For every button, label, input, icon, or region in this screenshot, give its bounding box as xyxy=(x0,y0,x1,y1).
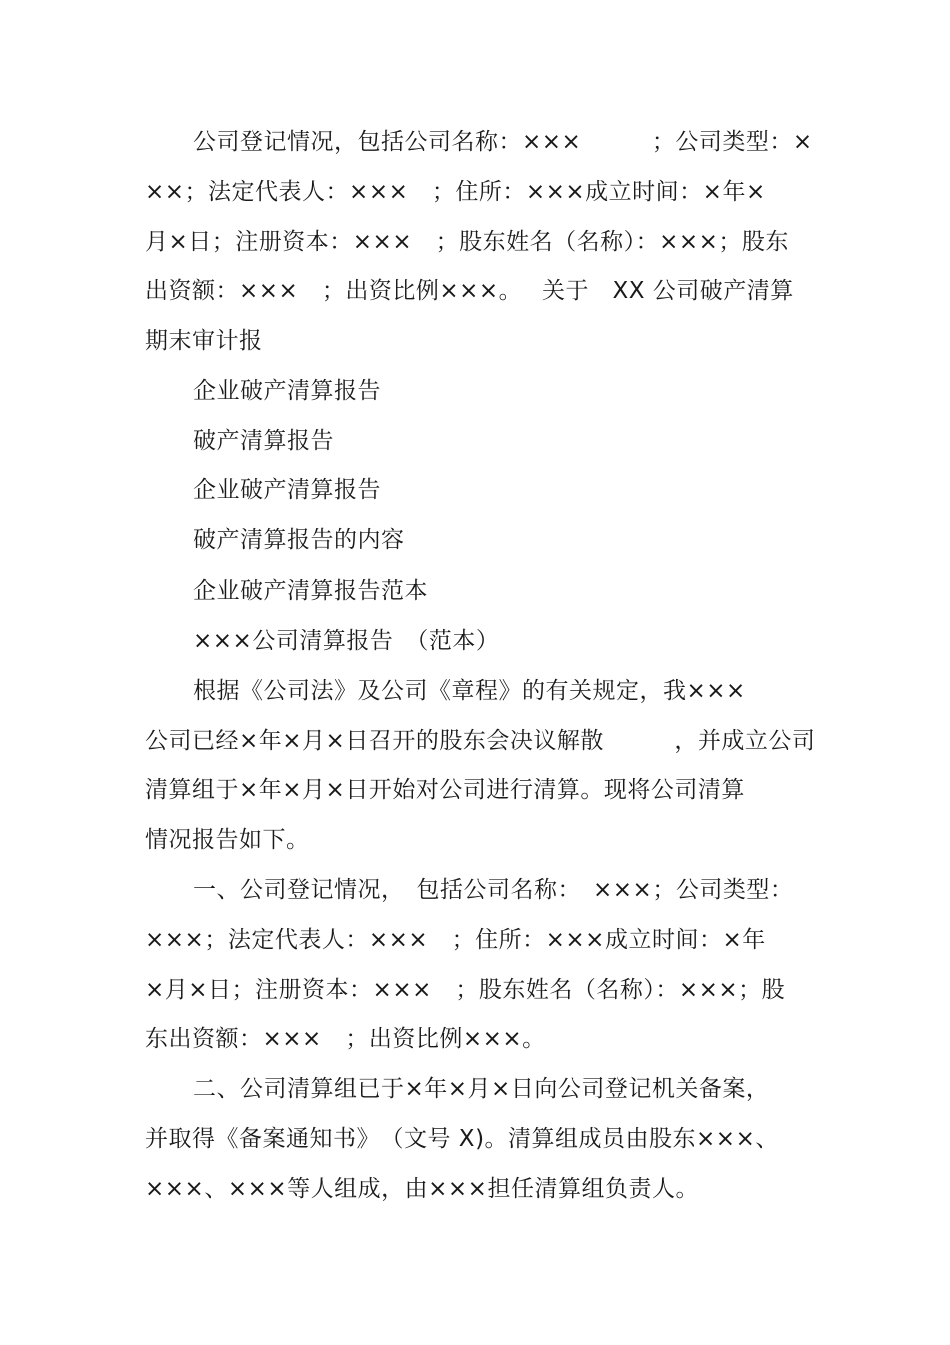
text-line-3: 月×日；注册资本：××× ；股东姓名（名称）：×××；股东 xyxy=(145,229,789,255)
text-line-9: 情况报告如下。 xyxy=(145,827,310,853)
heading-line-4: 破产清算报告的内容 xyxy=(193,527,405,553)
section-one-line-2: ×××；法定代表人：××× ；住所：×××成立时间：×年 xyxy=(145,927,766,953)
section-one-line-3: ×月×日；注册资本：××× ；股东姓名（名称）：×××；股 xyxy=(145,977,786,1003)
section-one-line-4: 东出资额：××× ；出资比例×××。 xyxy=(145,1026,546,1052)
text-line-5: 期末审计报 xyxy=(145,328,263,354)
text-line-8: 清算组于×年×月×日开始对公司进行清算。现将公司清算 xyxy=(145,777,745,803)
heading-line-5: 企业破产清算报告范本 xyxy=(193,578,428,604)
heading-line-2: 破产清算报告 xyxy=(193,428,334,454)
text-line-6: 根据《公司法》及公司《章程》的有关规定，我××× xyxy=(193,678,746,704)
section-two-line-2: 并取得《备案通知书》 （文号 X)。清算组成员由股东×××、 xyxy=(145,1126,779,1152)
report-title: ×××公司清算报告 （范本） xyxy=(193,628,500,654)
text-line-4: 出资额：××× ；出资比例×××。 关于 XX 公司破产清算 xyxy=(145,278,794,304)
text-line-2: ××；法定代表人：××× ；住所：×××成立时间：×年× xyxy=(145,179,766,205)
heading-line-3: 企业破产清算报告 xyxy=(193,477,381,503)
text-line-7: 公司已经×年×月×日召开的股东会决议解散 ，并成立公司 xyxy=(145,728,816,754)
section-two-line-1: 二、公司清算组已于×年×月×日向公司登记机关备案， xyxy=(193,1076,770,1102)
text-line-1: 公司登记情况，包括公司名称：××× ；公司类型：× xyxy=(193,129,813,155)
heading-line-1: 企业破产清算报告 xyxy=(193,378,381,404)
section-two-line-3: ×××、×××等人组成，由×××担任清算组负责人。 xyxy=(145,1176,699,1202)
section-one-line-1: 一、公司登记情况， 包括公司名称： ×××；公司类型： xyxy=(193,877,794,903)
